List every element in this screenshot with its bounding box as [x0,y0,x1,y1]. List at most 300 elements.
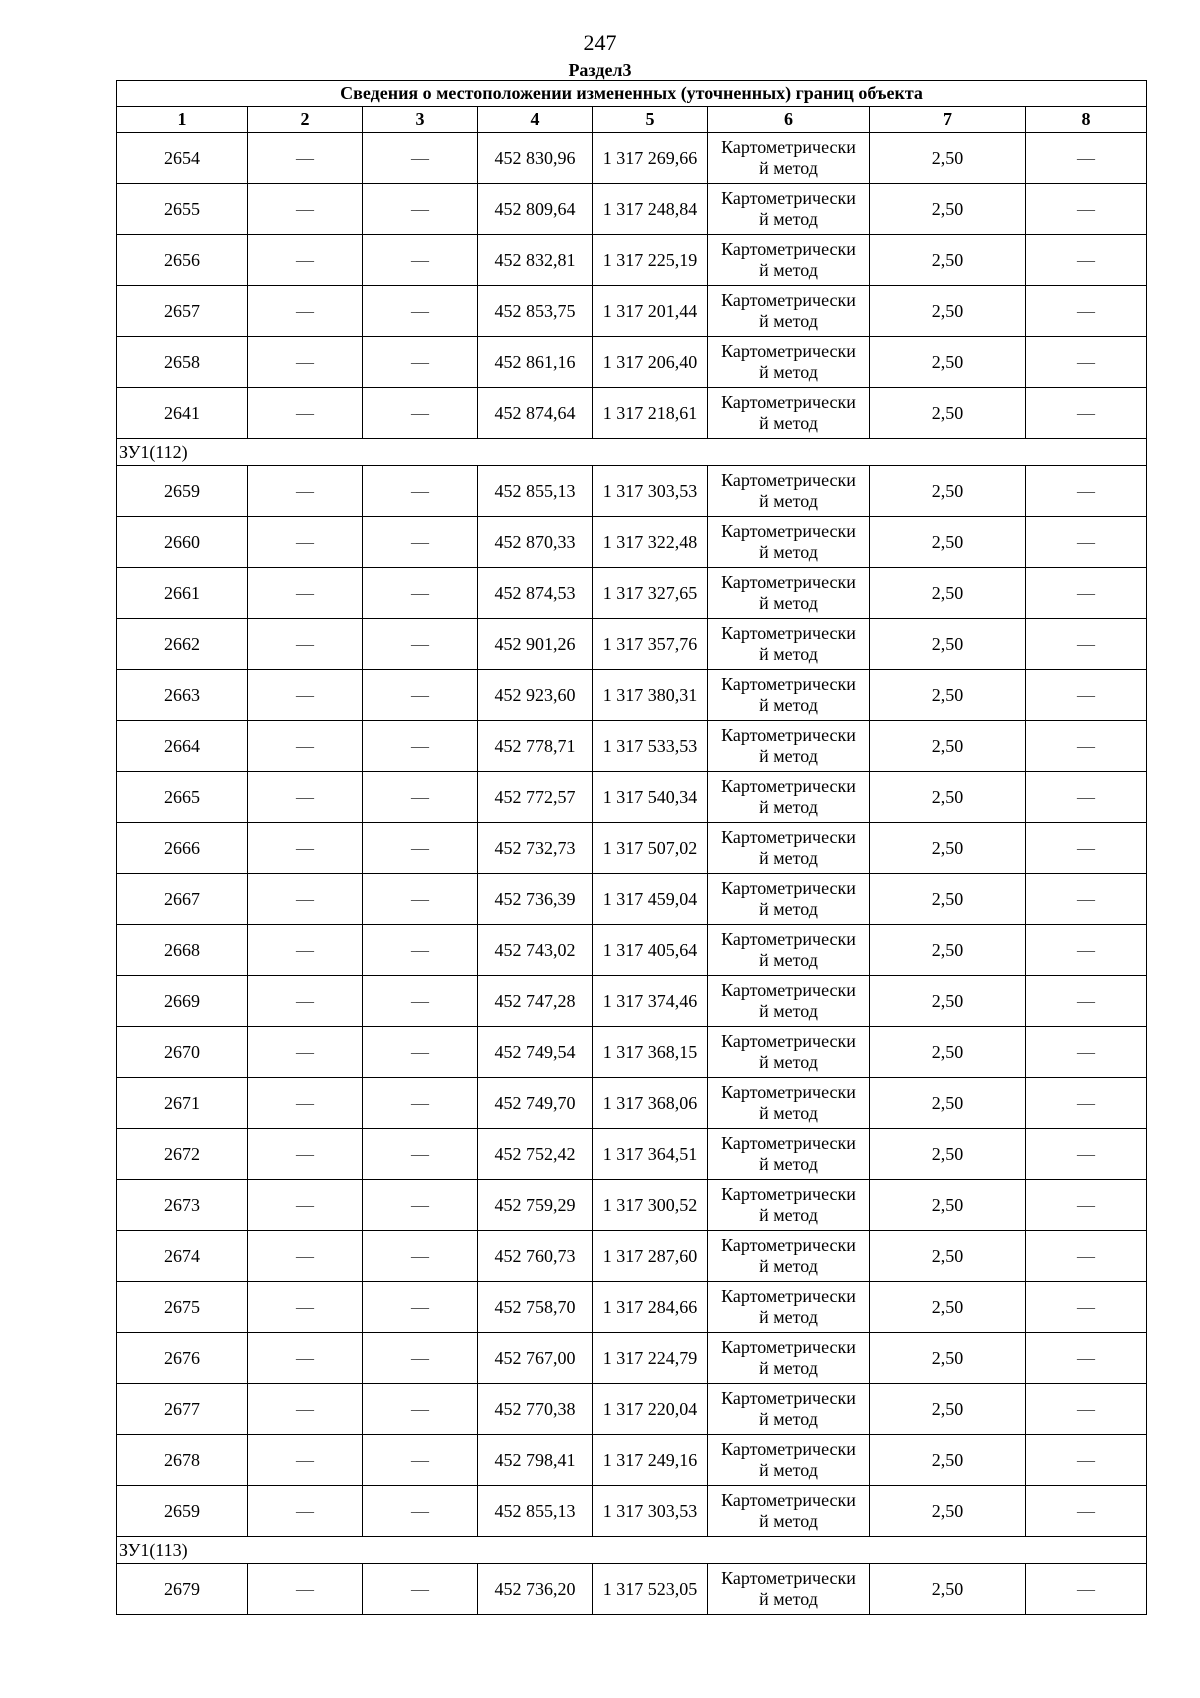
accuracy-cell: 2,50 [870,337,1026,388]
point-number-cell: 2670 [117,1027,248,1078]
col3-cell: — [363,1486,478,1537]
accuracy-cell: 2,50 [870,388,1026,439]
table-row [117,1078,1147,1129]
y-coordinate-cell: 1 317 322,48 [593,517,708,568]
y-coordinate-cell: 1 317 327,65 [593,568,708,619]
method-line-2: й метод [759,695,818,715]
method-line-2: й метод [759,209,818,229]
col8-cell: — [1026,721,1147,772]
y-coordinate-cell: 1 317 380,31 [593,670,708,721]
col2-cell: — [248,1180,363,1231]
col2-cell: — [248,388,363,439]
point-number-cell: 2674 [117,1231,248,1282]
col8-cell: — [1026,1333,1147,1384]
col2-cell: — [248,1564,363,1615]
method-line-1: Картометрически [721,572,856,592]
x-coordinate-cell: 452 861,16 [478,337,593,388]
y-coordinate-cell: 1 317 201,44 [593,286,708,337]
table-caption-row [117,81,1147,107]
col8-cell: — [1026,1564,1147,1615]
point-number-cell: 2679 [117,1564,248,1615]
accuracy-cell: 2,50 [870,517,1026,568]
table-row [117,721,1147,772]
table-row [117,1180,1147,1231]
method-cell [708,976,870,1027]
accuracy-cell: 2,50 [870,1486,1026,1537]
col8-cell: — [1026,1435,1147,1486]
method-cell [708,1564,870,1615]
accuracy-cell: 2,50 [870,1027,1026,1078]
x-coordinate-cell: 452 874,64 [478,388,593,439]
x-coordinate-cell: 452 759,29 [478,1180,593,1231]
method-cell [708,466,870,517]
method-cell [708,925,870,976]
col2-cell: — [248,1027,363,1078]
method-cell [708,823,870,874]
column-number: 7 [870,107,1026,133]
x-coordinate-cell: 452 736,39 [478,874,593,925]
y-coordinate-cell: 1 317 364,51 [593,1129,708,1180]
x-coordinate-cell: 452 772,57 [478,772,593,823]
col2-cell: — [248,1435,363,1486]
y-coordinate-cell: 1 317 533,53 [593,721,708,772]
col3-cell: — [363,823,478,874]
table-row [117,976,1147,1027]
accuracy-cell: 2,50 [870,235,1026,286]
method-cell [708,1333,870,1384]
method-line-1: Картометрически [721,1439,856,1459]
method-line-1: Картометрически [721,470,856,490]
table-row [117,337,1147,388]
method-line-1: Картометрически [721,290,856,310]
col8-cell: — [1026,874,1147,925]
table-row [117,1129,1147,1180]
coordinates-table [116,80,1147,1615]
method-cell [708,184,870,235]
method-line-2: й метод [759,1001,818,1021]
column-number: 6 [708,107,870,133]
col2-cell: — [248,517,363,568]
y-coordinate-cell: 1 317 249,16 [593,1435,708,1486]
col8-cell: — [1026,133,1147,184]
method-line-1: Картометрически [721,1388,856,1408]
y-coordinate-cell: 1 317 287,60 [593,1231,708,1282]
col8-cell: — [1026,235,1147,286]
y-coordinate-cell: 1 317 303,53 [593,466,708,517]
accuracy-cell: 2,50 [870,184,1026,235]
point-number-cell: 2676 [117,1333,248,1384]
point-number-cell: 2659 [117,1486,248,1537]
x-coordinate-cell: 452 736,20 [478,1564,593,1615]
method-cell [708,337,870,388]
col8-cell: — [1026,517,1147,568]
point-number-cell: 2672 [117,1129,248,1180]
table-row [117,133,1147,184]
col3-cell: — [363,619,478,670]
accuracy-cell: 2,50 [870,925,1026,976]
col2-cell: — [248,235,363,286]
y-coordinate-cell: 1 317 368,15 [593,1027,708,1078]
y-coordinate-cell: 1 317 225,19 [593,235,708,286]
point-number-cell: 2663 [117,670,248,721]
method-line-1: Картометрически [721,878,856,898]
x-coordinate-cell: 452 749,70 [478,1078,593,1129]
point-number-cell: 2664 [117,721,248,772]
point-number-cell: 2669 [117,976,248,1027]
method-cell [708,670,870,721]
y-coordinate-cell: 1 317 300,52 [593,1180,708,1231]
table-row [117,1384,1147,1435]
accuracy-cell: 2,50 [870,721,1026,772]
y-coordinate-cell: 1 317 303,53 [593,1486,708,1537]
accuracy-cell: 2,50 [870,1435,1026,1486]
method-line-1: Картометрически [721,674,856,694]
method-line-2: й метод [759,1154,818,1174]
group-header-row [117,439,1147,466]
table-row [117,1564,1147,1615]
method-line-1: Картометрически [721,1133,856,1153]
table-row [117,568,1147,619]
col2-cell: — [248,1384,363,1435]
x-coordinate-cell: 452 743,02 [478,925,593,976]
accuracy-cell: 2,50 [870,823,1026,874]
col3-cell: — [363,925,478,976]
method-line-1: Картометрически [721,239,856,259]
col3-cell: — [363,721,478,772]
accuracy-cell: 2,50 [870,619,1026,670]
point-number-cell: 2666 [117,823,248,874]
x-coordinate-cell: 452 752,42 [478,1129,593,1180]
y-coordinate-cell: 1 317 374,46 [593,976,708,1027]
point-number-cell: 2667 [117,874,248,925]
point-number-cell: 2661 [117,568,248,619]
column-number: 1 [117,107,248,133]
table-row [117,925,1147,976]
accuracy-cell: 2,50 [870,286,1026,337]
point-number-cell: 2662 [117,619,248,670]
y-coordinate-cell: 1 317 218,61 [593,388,708,439]
x-coordinate-cell: 452 760,73 [478,1231,593,1282]
y-coordinate-cell: 1 317 405,64 [593,925,708,976]
table-row [117,772,1147,823]
table-row [117,1486,1147,1537]
y-coordinate-cell: 1 317 269,66 [593,133,708,184]
col3-cell: — [363,388,478,439]
col8-cell: — [1026,1282,1147,1333]
method-line-2: й метод [759,542,818,562]
method-line-1: Картометрически [721,1235,856,1255]
x-coordinate-cell: 452 749,54 [478,1027,593,1078]
col2-cell: — [248,1486,363,1537]
method-line-2: й метод [759,413,818,433]
method-cell [708,286,870,337]
col2-cell: — [248,1078,363,1129]
col8-cell: — [1026,1384,1147,1435]
method-line-1: Картометрически [721,1031,856,1051]
col3-cell: — [363,1180,478,1231]
method-line-2: й метод [759,950,818,970]
method-cell [708,1231,870,1282]
method-line-1: Картометрически [721,1286,856,1306]
method-line-1: Картометрически [721,1184,856,1204]
accuracy-cell: 2,50 [870,670,1026,721]
method-line-2: й метод [759,158,818,178]
col3-cell: — [363,1564,478,1615]
method-line-1: Картометрически [721,980,856,1000]
point-number-cell: 2671 [117,1078,248,1129]
method-line-2: й метод [759,311,818,331]
point-number-cell: 2675 [117,1282,248,1333]
x-coordinate-cell: 452 747,28 [478,976,593,1027]
column-number: 2 [248,107,363,133]
col8-cell: — [1026,976,1147,1027]
method-cell [708,133,870,184]
accuracy-cell: 2,50 [870,976,1026,1027]
method-line-1: Картометрически [721,929,856,949]
method-line-1: Картометрически [721,521,856,541]
x-coordinate-cell: 452 830,96 [478,133,593,184]
method-cell [708,1384,870,1435]
x-coordinate-cell: 452 874,53 [478,568,593,619]
method-cell [708,1027,870,1078]
method-cell [708,1129,870,1180]
accuracy-cell: 2,50 [870,874,1026,925]
col2-cell: — [248,670,363,721]
accuracy-cell: 2,50 [870,1078,1026,1129]
table-row [117,874,1147,925]
method-line-1: Картометрически [721,1490,856,1510]
method-line-2: й метод [759,1307,818,1327]
method-line-2: й метод [759,491,818,511]
y-coordinate-cell: 1 317 224,79 [593,1333,708,1384]
col3-cell: — [363,184,478,235]
method-line-2: й метод [759,1511,818,1531]
method-line-2: й метод [759,746,818,766]
col8-cell: — [1026,337,1147,388]
method-cell [708,1180,870,1231]
table-row [117,1027,1147,1078]
y-coordinate-cell: 1 317 540,34 [593,772,708,823]
group-label: ЗУ1(112) [117,439,1147,466]
method-line-1: Картометрически [721,137,856,157]
group-label: ЗУ1(113) [117,1537,1147,1564]
point-number-cell: 2678 [117,1435,248,1486]
accuracy-cell: 2,50 [870,568,1026,619]
table-row [117,184,1147,235]
accuracy-cell: 2,50 [870,1129,1026,1180]
col2-cell: — [248,976,363,1027]
y-coordinate-cell: 1 317 357,76 [593,619,708,670]
col8-cell: — [1026,1078,1147,1129]
col2-cell: — [248,721,363,772]
y-coordinate-cell: 1 317 248,84 [593,184,708,235]
method-cell [708,1078,870,1129]
method-cell [708,517,870,568]
x-coordinate-cell: 452 798,41 [478,1435,593,1486]
point-number-cell: 2659 [117,466,248,517]
method-line-1: Картометрически [721,623,856,643]
method-line-2: й метод [759,1256,818,1276]
col8-cell: — [1026,286,1147,337]
y-coordinate-cell: 1 317 507,02 [593,823,708,874]
accuracy-cell: 2,50 [870,1282,1026,1333]
col2-cell: — [248,133,363,184]
col3-cell: — [363,1027,478,1078]
col8-cell: — [1026,388,1147,439]
col8-cell: — [1026,184,1147,235]
col3-cell: — [363,466,478,517]
point-number-cell: 2673 [117,1180,248,1231]
method-line-1: Картометрически [721,725,856,745]
col2-cell: — [248,619,363,670]
method-cell [708,619,870,670]
x-coordinate-cell: 452 832,81 [478,235,593,286]
point-number-cell: 2668 [117,925,248,976]
accuracy-cell: 2,50 [870,466,1026,517]
method-line-1: Картометрически [721,392,856,412]
col3-cell: — [363,1435,478,1486]
col3-cell: — [363,337,478,388]
method-line-1: Картометрически [721,827,856,847]
method-cell [708,1435,870,1486]
method-cell [708,772,870,823]
accuracy-cell: 2,50 [870,1564,1026,1615]
col8-cell: — [1026,1231,1147,1282]
col8-cell: — [1026,823,1147,874]
point-number-cell: 2654 [117,133,248,184]
method-cell [708,874,870,925]
y-coordinate-cell: 1 317 220,04 [593,1384,708,1435]
table-row [117,466,1147,517]
col3-cell: — [363,1078,478,1129]
table-row [117,823,1147,874]
x-coordinate-cell: 452 809,64 [478,184,593,235]
x-coordinate-cell: 452 855,13 [478,1486,593,1537]
point-number-cell: 2665 [117,772,248,823]
col2-cell: — [248,337,363,388]
accuracy-cell: 2,50 [870,1180,1026,1231]
table-row [117,517,1147,568]
method-line-1: Картометрически [721,188,856,208]
method-line-2: й метод [759,1358,818,1378]
col3-cell: — [363,235,478,286]
method-cell [708,568,870,619]
y-coordinate-cell: 1 317 368,06 [593,1078,708,1129]
column-number-row [117,107,1147,133]
table-row [117,1435,1147,1486]
method-line-2: й метод [759,848,818,868]
page-number: 247 [583,30,617,55]
col2-cell: — [248,184,363,235]
point-number-cell: 2657 [117,286,248,337]
x-coordinate-cell: 452 855,13 [478,466,593,517]
table-row [117,619,1147,670]
x-coordinate-cell: 452 758,70 [478,1282,593,1333]
col3-cell: — [363,772,478,823]
col3-cell: — [363,517,478,568]
col3-cell: — [363,1384,478,1435]
col3-cell: — [363,1282,478,1333]
col8-cell: — [1026,772,1147,823]
table-row [117,1282,1147,1333]
method-line-2: й метод [759,899,818,919]
method-line-1: Картометрически [721,1337,856,1357]
x-coordinate-cell: 452 853,75 [478,286,593,337]
col2-cell: — [248,286,363,337]
method-cell [708,235,870,286]
col8-cell: — [1026,466,1147,517]
method-cell [708,1282,870,1333]
col8-cell: — [1026,1027,1147,1078]
column-number: 3 [363,107,478,133]
y-coordinate-cell: 1 317 459,04 [593,874,708,925]
col2-cell: — [248,1129,363,1180]
col8-cell: — [1026,1486,1147,1537]
method-line-2: й метод [759,1460,818,1480]
col3-cell: — [363,1333,478,1384]
point-number-cell: 2660 [117,517,248,568]
accuracy-cell: 2,50 [870,772,1026,823]
col8-cell: — [1026,1129,1147,1180]
col2-cell: — [248,823,363,874]
col2-cell: — [248,1333,363,1384]
table-caption: Сведения о местоположении измененных (уточненных) границ объекта [117,81,1147,107]
method-cell [708,388,870,439]
table-row [117,1333,1147,1384]
table-row [117,286,1147,337]
col3-cell: — [363,1129,478,1180]
x-coordinate-cell: 452 778,71 [478,721,593,772]
col8-cell: — [1026,568,1147,619]
method-line-2: й метод [759,362,818,382]
method-line-1: Картометрически [721,1568,856,1588]
method-cell [708,721,870,772]
y-coordinate-cell: 1 317 284,66 [593,1282,708,1333]
method-line-2: й метод [759,1205,818,1225]
y-coordinate-cell: 1 317 206,40 [593,337,708,388]
method-line-2: й метод [759,1052,818,1072]
table-row [117,235,1147,286]
column-number: 8 [1026,107,1147,133]
col2-cell: — [248,1282,363,1333]
method-cell [708,1486,870,1537]
column-number: 5 [593,107,708,133]
method-line-2: й метод [759,644,818,664]
col3-cell: — [363,1231,478,1282]
col8-cell: — [1026,925,1147,976]
point-number-cell: 2658 [117,337,248,388]
col8-cell: — [1026,670,1147,721]
y-coordinate-cell: 1 317 523,05 [593,1564,708,1615]
col3-cell: — [363,133,478,184]
method-line-2: й метод [759,260,818,280]
col2-cell: — [248,568,363,619]
accuracy-cell: 2,50 [870,1231,1026,1282]
col3-cell: — [363,976,478,1027]
method-line-2: й метод [759,797,818,817]
section-title: Раздел3 [568,60,632,80]
col3-cell: — [363,286,478,337]
table-row [117,388,1147,439]
col3-cell: — [363,568,478,619]
x-coordinate-cell: 452 901,26 [478,619,593,670]
table-row [117,1231,1147,1282]
col2-cell: — [248,925,363,976]
accuracy-cell: 2,50 [870,1384,1026,1435]
col2-cell: — [248,874,363,925]
col8-cell: — [1026,1180,1147,1231]
col8-cell: — [1026,619,1147,670]
